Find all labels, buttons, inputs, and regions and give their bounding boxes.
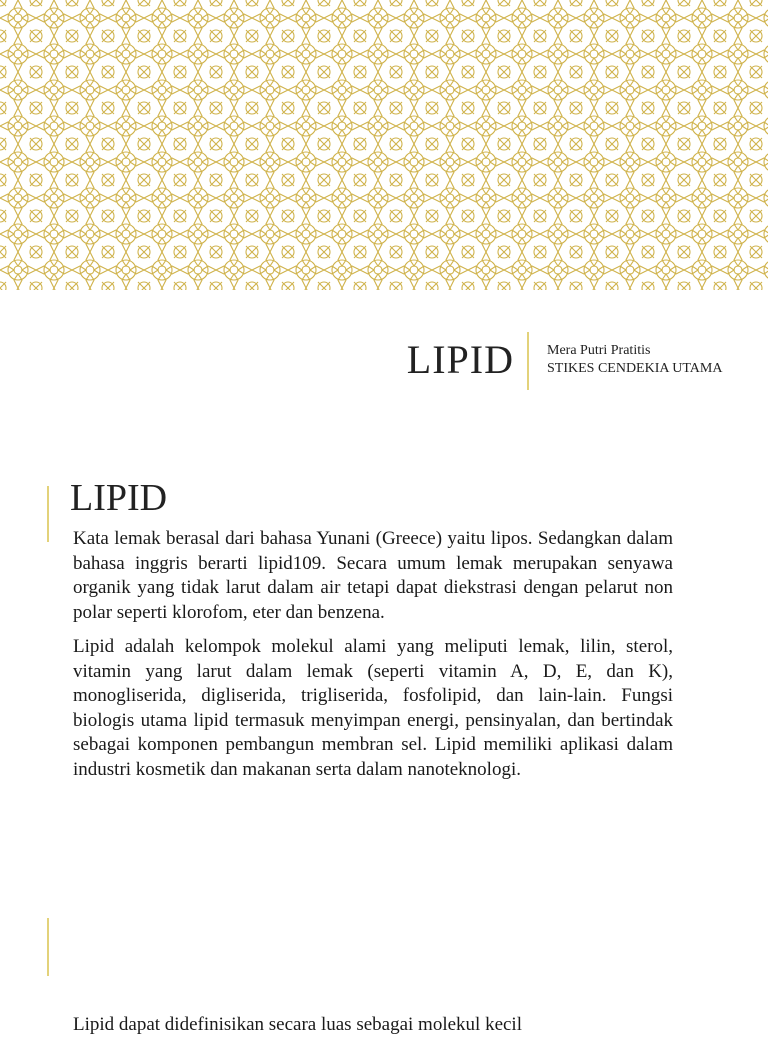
slide-lipid-definition (0, 476, 768, 866)
slide-lipid-continued (0, 910, 768, 1035)
paragraph: Kata lemak berasal dari bahasa Yunani (Greece) yaitu lipos. Sedangkan dalam bahasa inggris berarti lipid109. Secara umum lemak merupakan senyawa organik yang tidak larut dalam air tetapi dapat diekstrasi dengan pelarut non polar seperti klorofom, eter dan benzena. (73, 528, 673, 623)
title-slide (0, 290, 768, 440)
accent-bar (47, 918, 49, 976)
decorative-pattern-banner (0, 0, 768, 290)
title-divider (527, 332, 529, 390)
accent-bar (47, 486, 49, 542)
presentation-title: LIPID (406, 337, 514, 382)
author-name: Mera Putri Pratitis (547, 343, 651, 358)
slide-title: LIPID (70, 477, 168, 519)
presenter-info (547, 342, 722, 378)
slide-body (73, 1013, 673, 1048)
geometric-pattern-image (0, 0, 768, 290)
slide-body (73, 527, 673, 792)
paragraph: Lipid adalah kelompok molekul alami yang meliputi lemak, lilin, sterol, vitamin yang larut dalam lemak (seperti vitamin A, D, E, dan K), monogliserida, digliserida, trigliserida, fosfolipid, dan lain-lain. Fungsi biologis utama lipid termasuk menyimpan energi, pensinyalan, dan bertindak sebagai komponen pembangun membran sel. Lipid memiliki aplikasi dalam industri kosmetik dan makanan serta dalam nanoteknologi. (73, 636, 673, 780)
institution-name: STIKES CENDEKIA UTAMA (547, 361, 723, 376)
paragraph: Lipid dapat didefinisikan secara luas sebagai molekul kecil (73, 1014, 522, 1035)
